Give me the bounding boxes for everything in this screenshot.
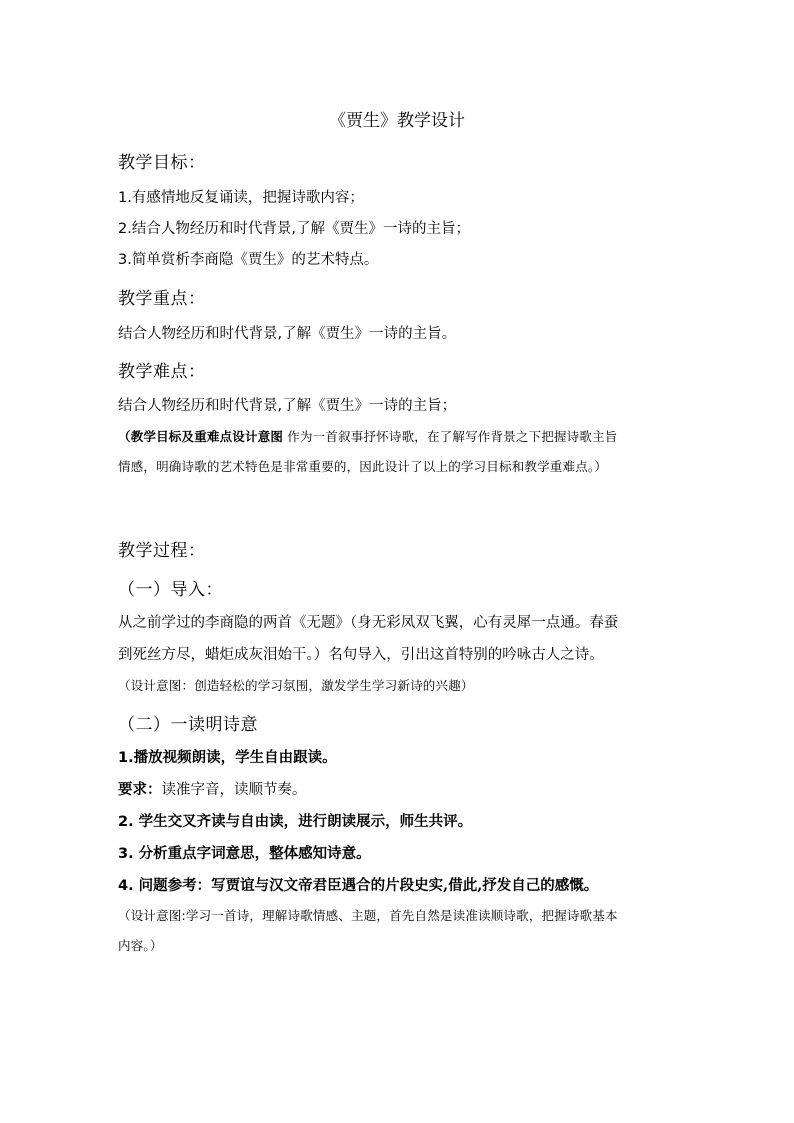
item-4-label: 4. 问题参考： bbox=[118, 878, 212, 894]
section-2-requirement bbox=[118, 778, 688, 799]
goals-heading: 教学目标： bbox=[118, 153, 206, 173]
difficulty-heading: 教学难点： bbox=[118, 362, 206, 382]
difficulty-note-text: 作为一首叙事抒怀诗歌，在了解写作背景之下把握诗歌主旨 bbox=[283, 429, 618, 444]
key-point-heading: 教学重点： bbox=[118, 289, 206, 309]
section-1-text-line-2: 到死丝方尽，蜡炬成灰泪始干。）名句导入，引出这首特别的吟咏古人之诗。 bbox=[118, 647, 604, 663]
section-2-item-2: 2. 学生交叉齐读与自由读，进行朗读展示，师生共评。 bbox=[118, 814, 473, 830]
section-2-item-4 bbox=[118, 874, 688, 895]
key-point-text: 结合人物经历和时代背景,了解《贾生》一诗的主旨。 bbox=[118, 326, 457, 342]
difficulty-note-lead: （教学目标及重难点设计意图 bbox=[118, 429, 284, 444]
section-1-text-line-1: 从之前学过的李商隐的两首《无题》（身无彩凤双飞翼，心有灵犀一点通。春蚕 bbox=[118, 615, 619, 631]
section-1-heading: （一）导入： bbox=[118, 580, 223, 600]
process-heading: 教学过程： bbox=[118, 541, 206, 561]
goal-item-2: 2.结合人物经历和时代背景,了解《贾生》一诗的主旨； bbox=[118, 221, 470, 237]
difficulty-design-note-line-1 bbox=[118, 427, 688, 445]
section-1-design-note: （设计意图：创造轻松的学习氛围，激发学生学习新诗的兴趣） bbox=[118, 678, 474, 693]
section-2-item-1: 1.播放视频朗读，学生自由跟读。 bbox=[118, 750, 337, 766]
section-2-heading: （二）一读明诗意 bbox=[118, 715, 258, 735]
section-2-design-note-line-2: 内容。） bbox=[118, 938, 163, 953]
goal-item-1: 1.有感情地反复诵读，把握诗歌内容； bbox=[118, 190, 364, 206]
section-2-item-3: 3. 分析重点字词意思，整体感知诗意。 bbox=[118, 846, 371, 862]
document-title: 《贾生》教学设计 bbox=[329, 111, 465, 131]
goal-item-3: 3.简单赏析李商隐《贾生》的艺术特点。 bbox=[118, 252, 379, 268]
item-4-text: 写贾谊与汉文帝君臣遇合的片段史实,借此,抒发自己的感慨。 bbox=[211, 877, 599, 894]
requirement-label: 要求： bbox=[118, 782, 162, 798]
difficulty-design-note-line-2: 情感，明确诗歌的艺术特色是非常重要的，因此设计了以上的学习目标和教学重难点。） bbox=[118, 459, 608, 474]
difficulty-text: 结合人物经历和时代背景,了解《贾生》一诗的主旨； bbox=[118, 398, 457, 414]
requirement-text: 读准字音，读顺节奏。 bbox=[161, 782, 307, 798]
section-2-design-note-line-1: （设计意图:学习一首诗，理解诗歌情感、主题，首先自然是读准读顺诗歌，把握诗歌基本 bbox=[118, 908, 618, 923]
